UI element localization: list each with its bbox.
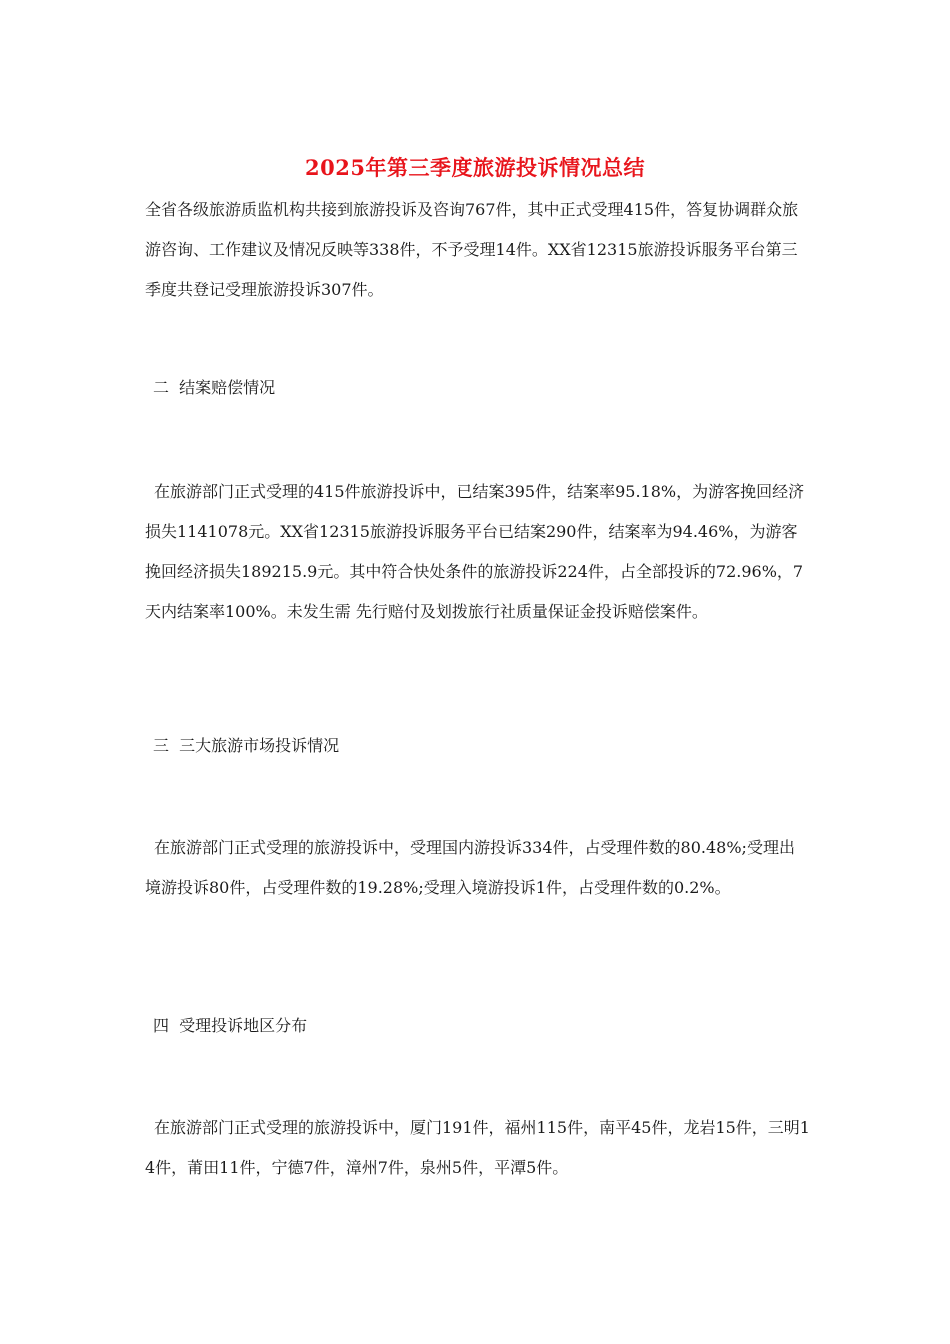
- section-body-markets: 在旅游部门正式受理的旅游投诉中，受理国内游投诉334件，占受理件数的80.48%;受理出境游投诉80件，占受理件数的19.28%;受理入境游投诉1件，占受理件数的0.2%。: [145, 838, 795, 897]
- section-heading-regions: 四 受理投诉地区分布: [153, 1016, 308, 1035]
- section-body-settlement: 在旅游部门正式受理的415件旅游投诉中，已结案395件，结案率95.18%，为游客挽回经济损失1141078元。XX省12315旅游投诉服务平台已结案290件，结案率为94.46%，为游客挽回经济损失189215.9元。其中符合快处条件的旅游投诉224件，占全部投诉的72.96%，7天内结案率100%。未发生需 先行赔付及划拨旅行社质量保证金投诉赔偿案件。: [145, 482, 805, 621]
- section-heading-settlement: 二 结案赔偿情况: [153, 378, 276, 397]
- section-body-regions: 在旅游部门正式受理的旅游投诉中，厦门191件，福州115件，南平45件，龙岩15件，三明14件，莆田11件，宁德7件，漳州7件，泉州5件，平潭5件。: [145, 1118, 810, 1177]
- section-heading-markets: 三 三大旅游市场投诉情况: [153, 736, 340, 755]
- intro-paragraph: 全省各级旅游质监机构共接到旅游投诉及咨询767件，其中正式受理415件，答复协调群众旅游咨询、工作建议及情况反映等338件，不予受理14件。XX省12315旅游投诉服务平台第三季度共登记受理旅游投诉307件。: [145, 200, 799, 299]
- document-title: 2025年第三季度旅游投诉情况总结: [305, 155, 645, 180]
